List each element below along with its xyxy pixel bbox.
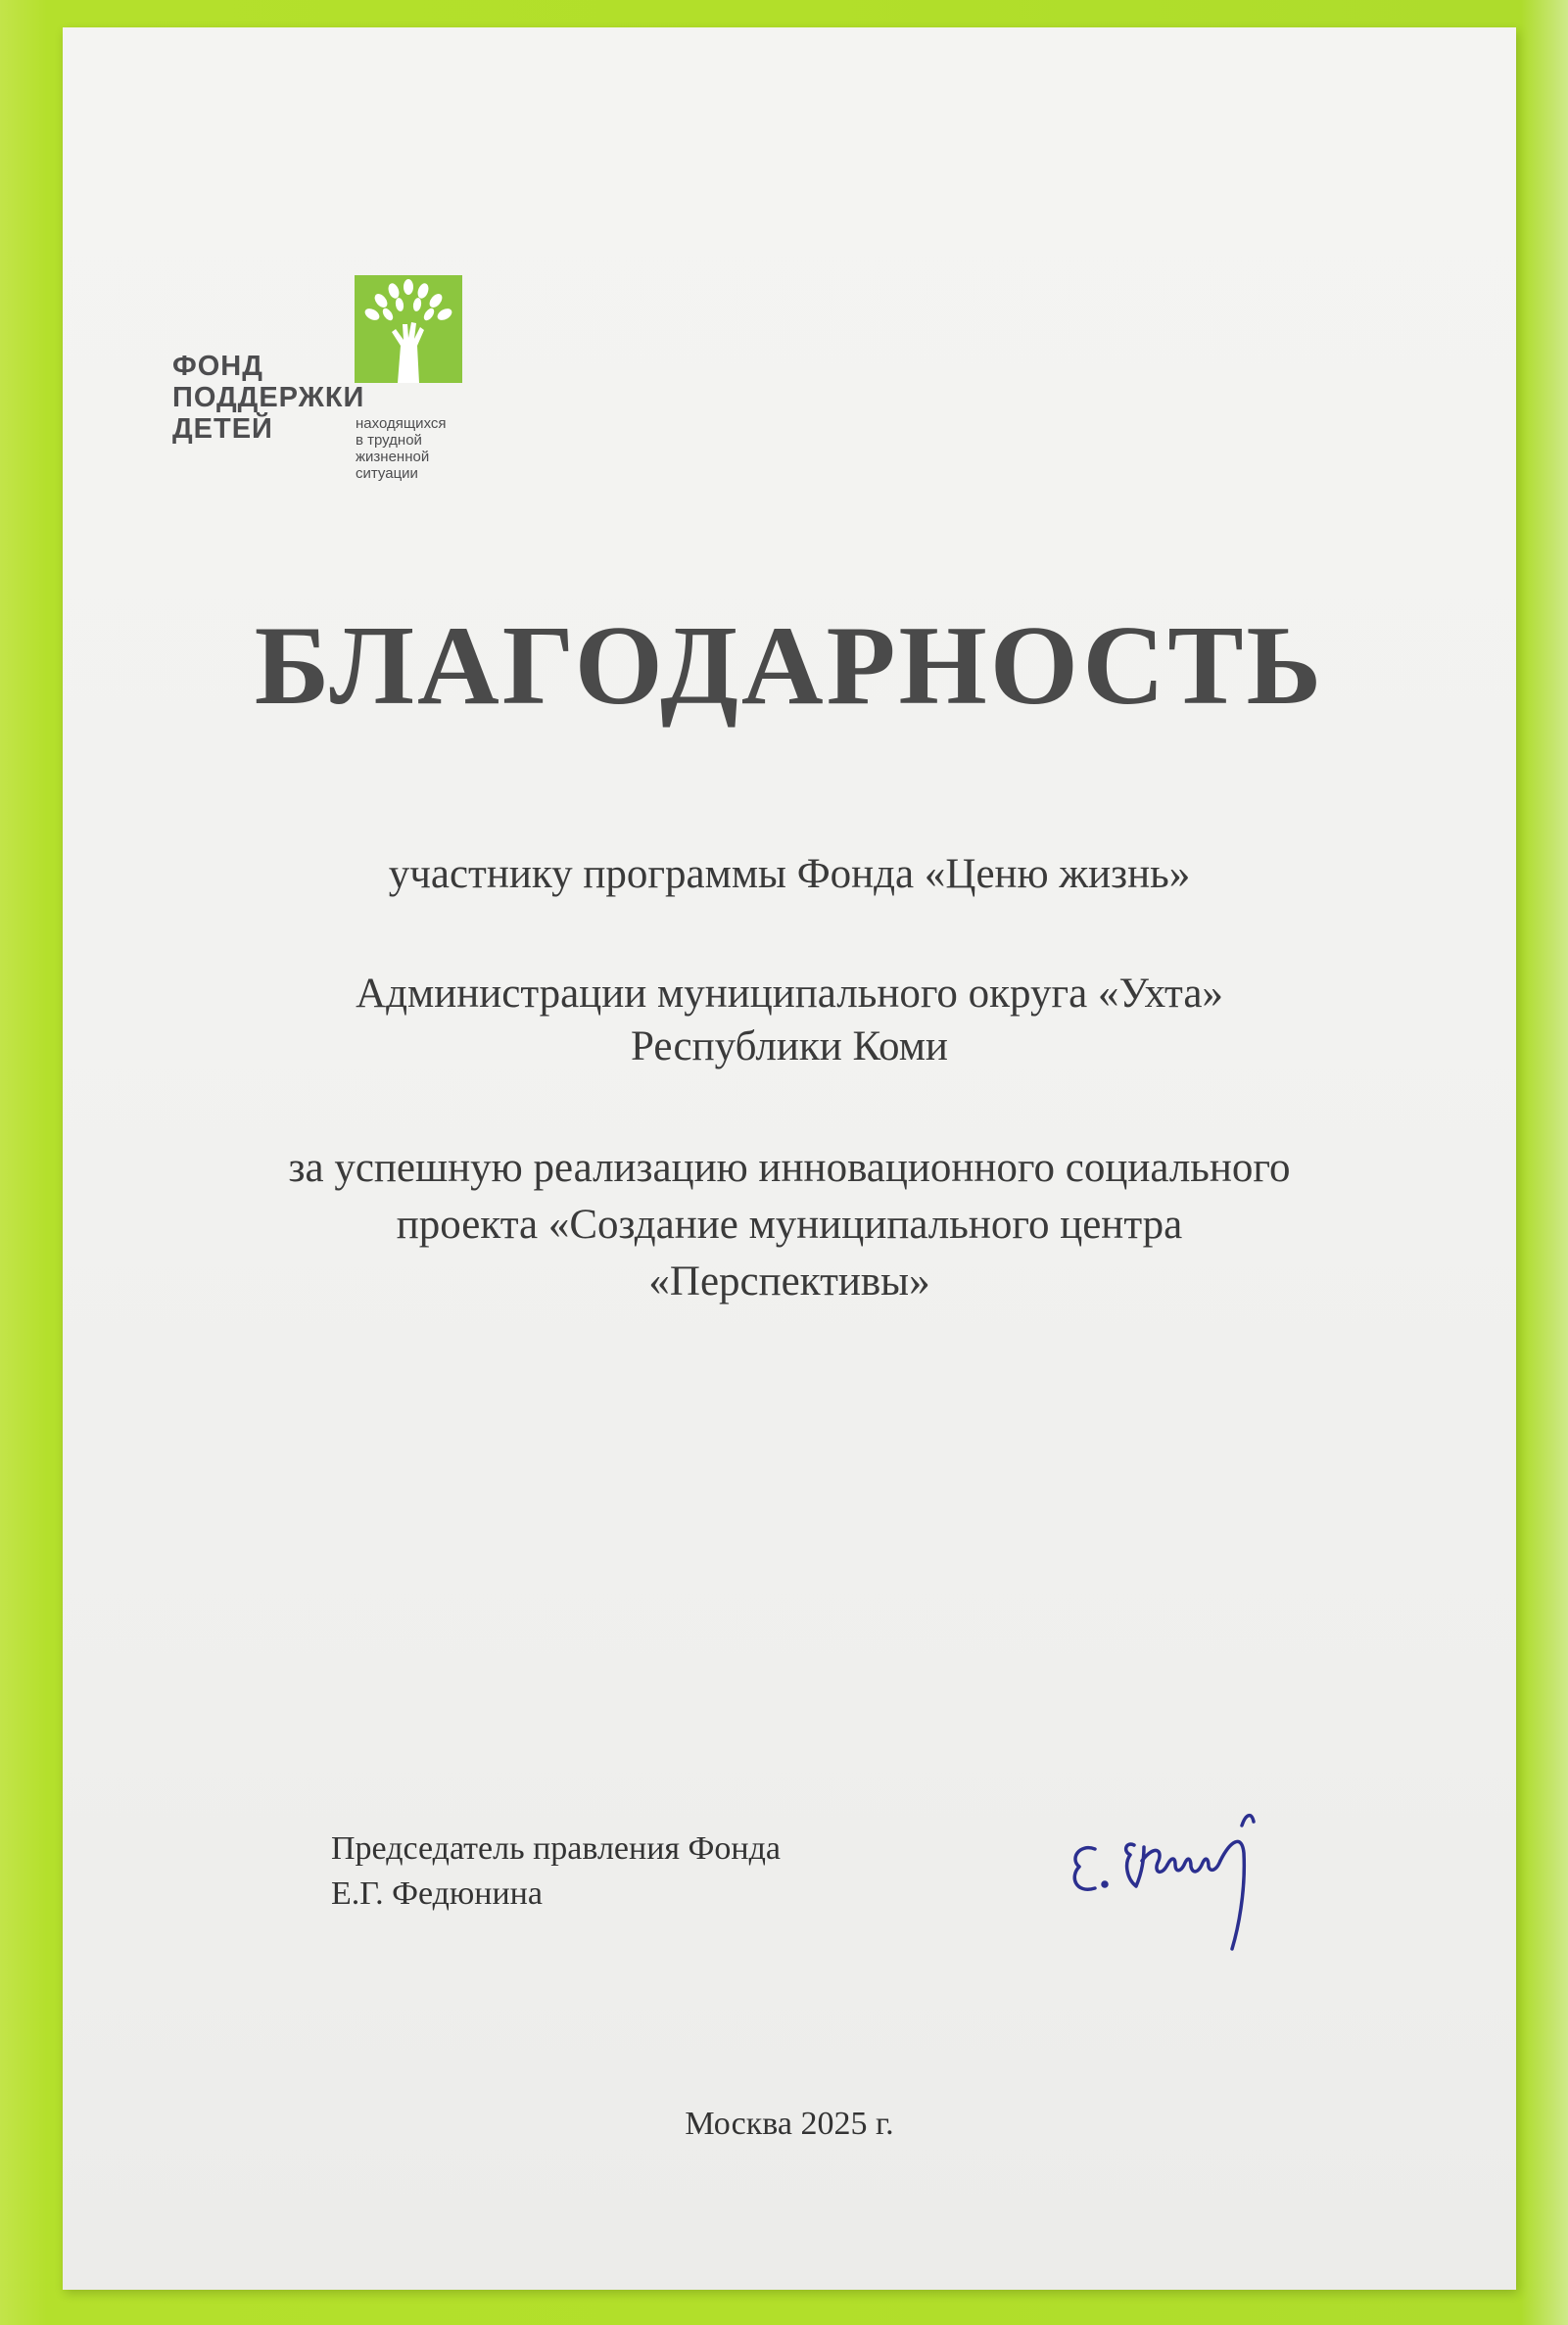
handwritten-signature [1066, 1804, 1320, 1980]
logo-subtitle: находящихся в трудной жизненной ситуации [356, 415, 447, 482]
recipient-intro: участнику программы Фонда «Ценю жизнь» [388, 851, 1191, 897]
certificate-title: БЛАГОДАРНОСТЬ [254, 603, 1325, 729]
logo-text-line1: ФОНД [172, 351, 263, 382]
place-and-date: Москва 2025 г. [685, 2106, 894, 2142]
logo-text-line2: ПОДДЕРЖКИ [172, 382, 365, 413]
reason-line-3: «Перспективы» [648, 1258, 930, 1305]
reason-line-2: проекта «Создание муниципального центра [396, 1202, 1183, 1248]
signatory-name: Е.Г. Федюнина [331, 1875, 543, 1912]
tree-hand-icon [355, 275, 462, 383]
recipient-line-1: Администрации муниципального округа «Ухта» [356, 971, 1223, 1017]
reason-line-1: за успешную реализацию инновационного социального [288, 1145, 1291, 1191]
certificate-sheet [63, 27, 1516, 2290]
signatory-position: Председатель правления Фонда [331, 1830, 781, 1867]
foundation-logo [172, 249, 486, 503]
logo-text-line3: ДЕТЕЙ [172, 413, 273, 445]
recipient-line-2: Республики Коми [631, 1023, 948, 1069]
